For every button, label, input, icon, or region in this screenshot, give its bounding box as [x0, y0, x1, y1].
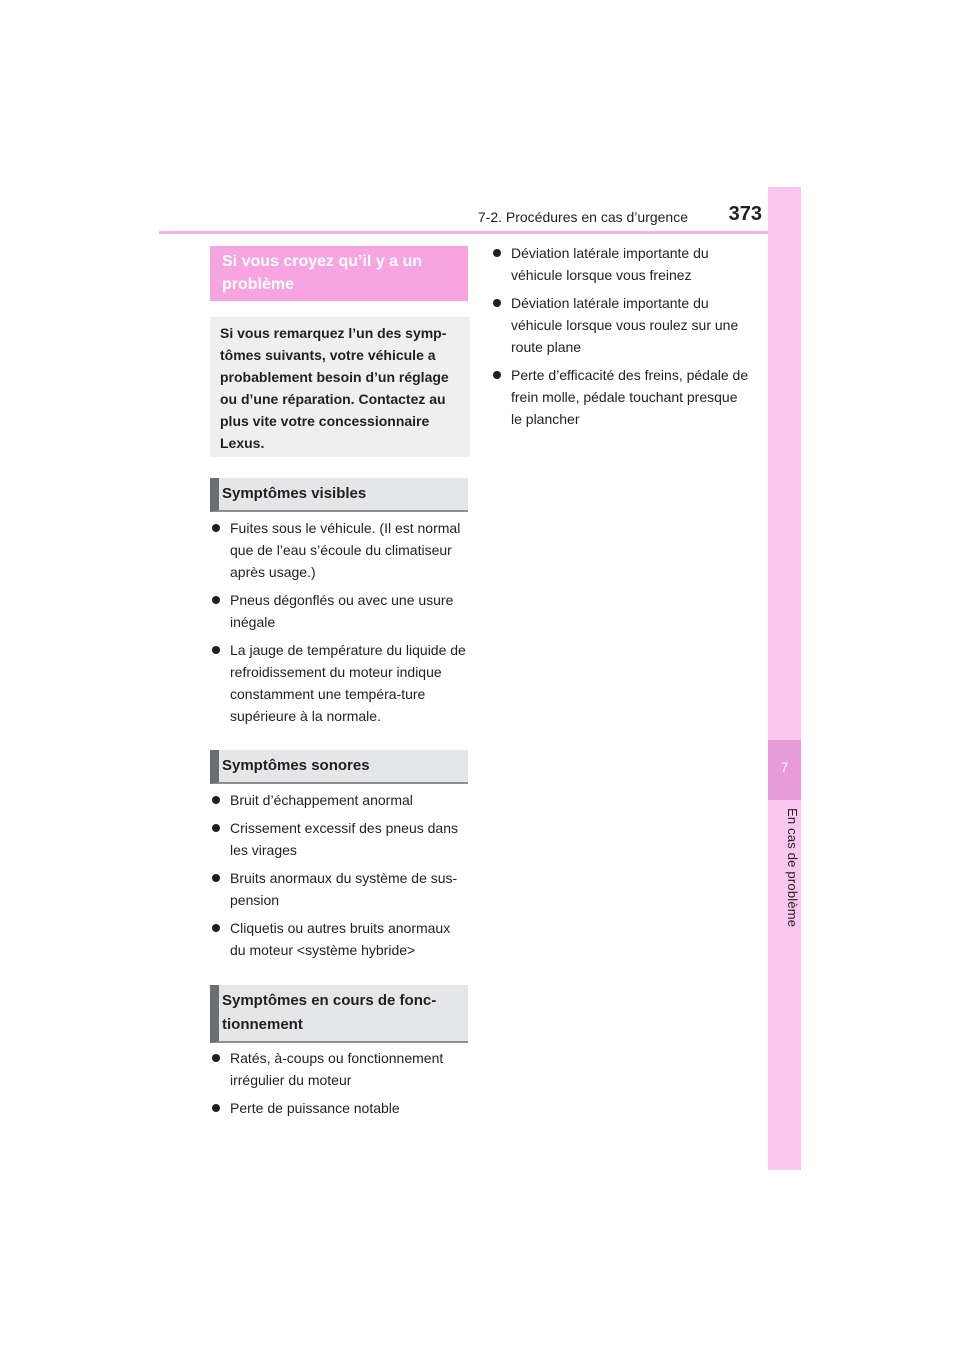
list-item: Déviation latérale importante du véhicule lorsque vous roulez sur une route plane [493, 292, 751, 358]
sound-symptoms-list [212, 789, 468, 967]
list-item: Fuites sous le véhicule. (Il est normal que de l’eau s’écoule du climatiseur après usage.) [212, 517, 468, 583]
chapter-number: 7 [780, 759, 789, 775]
section-heading-visible: Symptômes visibles [210, 478, 468, 512]
list-item: Pneus dégonflés ou avec une usure inégale [212, 589, 468, 633]
chapter-title: En cas de problème [785, 808, 800, 928]
list-item: La jauge de température du liquide de refroidissement du moteur indique constamment une tempéra-ture supérieure à la normale. [212, 639, 468, 727]
main-heading: Si vous croyez qu’il y a un problème [210, 246, 468, 301]
visible-symptoms-list [212, 517, 468, 733]
header-section-title: 7-2. Procédures en cas d’urgence [477, 209, 688, 225]
operation-symptoms-list-right [493, 242, 751, 436]
list-item: Cliquetis ou autres bruits anormaux du moteur <système hybride> [212, 917, 468, 961]
operation-symptoms-list-left [212, 1047, 468, 1125]
list-item: Bruit d’échappement anormal [212, 789, 468, 811]
list-item: Perte de puissance notable [212, 1097, 468, 1119]
section-heading-operation: Symptômes en cours de fonc-tionnement [210, 985, 468, 1043]
chapter-side-tab [768, 187, 801, 1170]
page-number: 373 [728, 203, 762, 225]
header-divider [159, 231, 768, 234]
list-item: Ratés, à-coups ou fonctionnement irrégulier du moteur [212, 1047, 468, 1091]
list-item: Perte d’efficacité des freins, pédale de frein molle, pédale touchant presque le plancher [493, 364, 751, 430]
list-item: Crissement excessif des pneus dans les virages [212, 817, 468, 861]
list-item: Bruits anormaux du système de sus-pension [212, 867, 468, 911]
section-heading-sound: Symptômes sonores [210, 750, 468, 784]
intro-text: Si vous remarquez l’un des symp-tômes suivants, votre véhicule a probablement besoin d’un réglage ou d’une réparation. Contactez au plus vite votre concessionnaire Lexus. [210, 317, 470, 457]
list-item: Déviation latérale importante du véhicule lorsque vous freinez [493, 242, 751, 286]
